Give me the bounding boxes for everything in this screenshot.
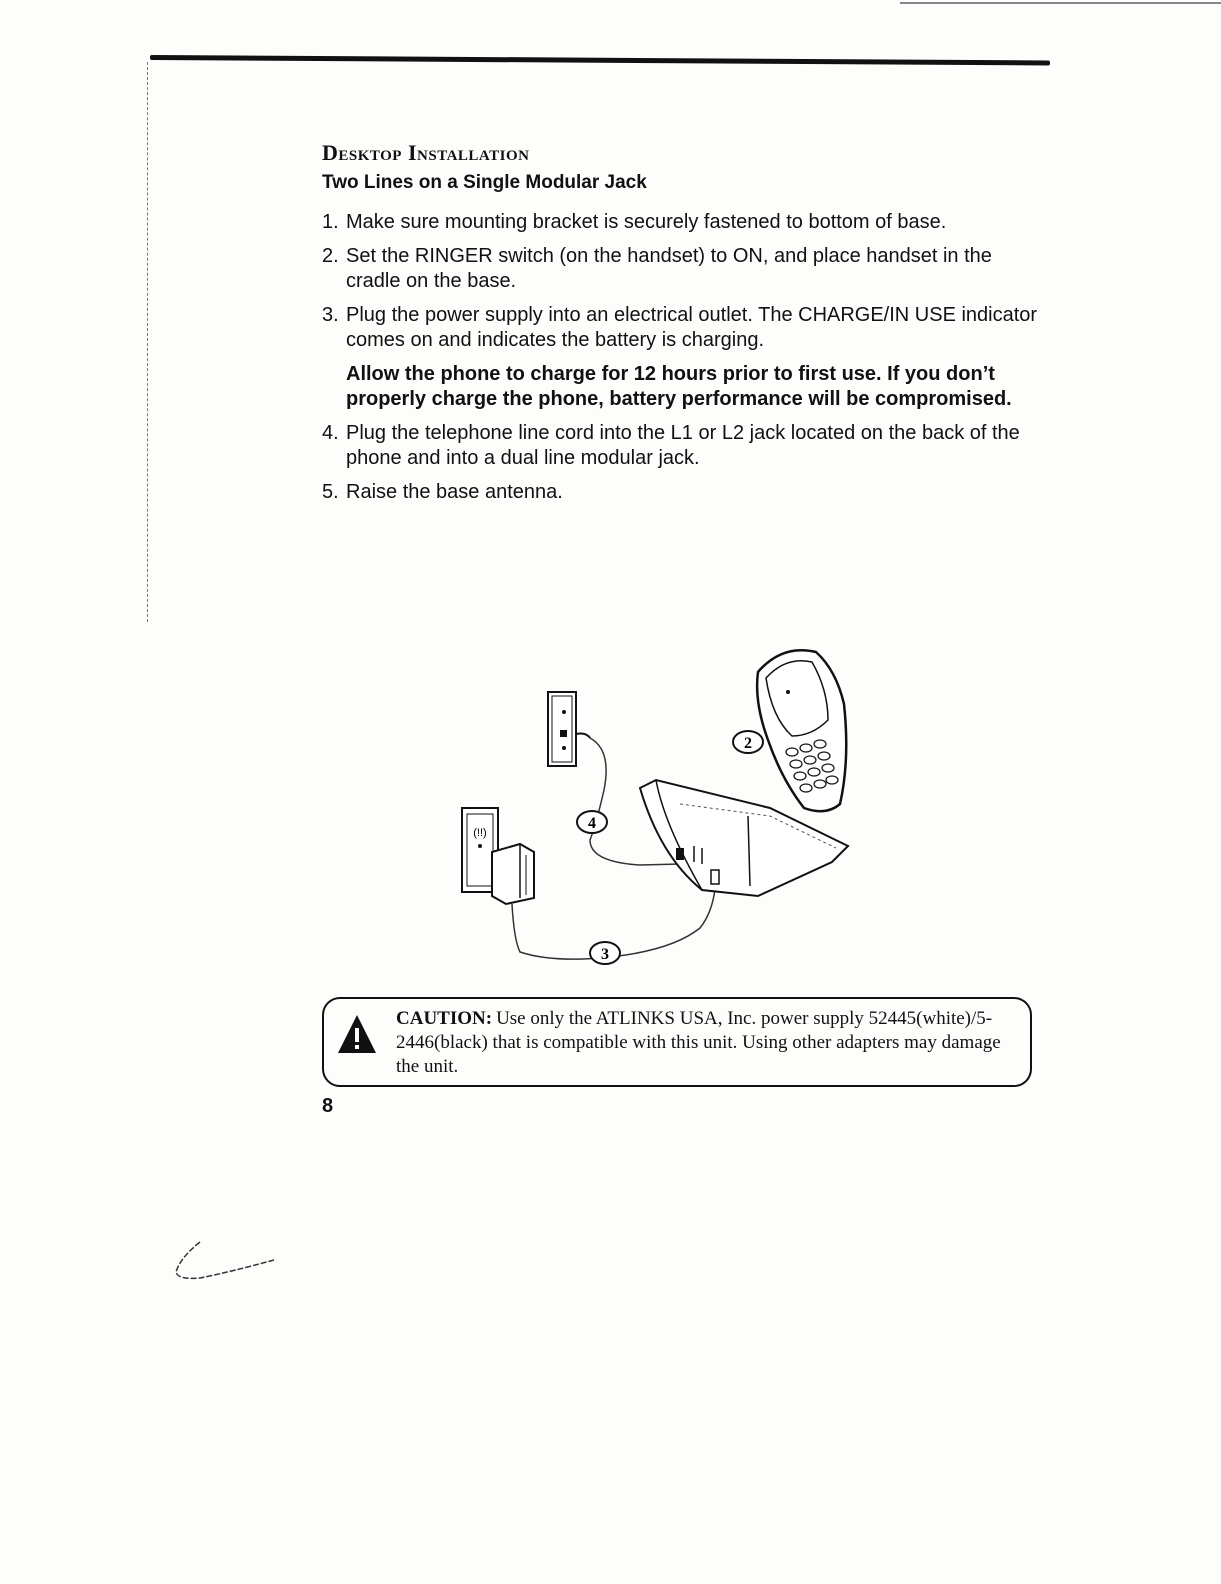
caution-message xyxy=(396,1007,1016,1079)
list-item xyxy=(322,303,1042,412)
top-scan-line xyxy=(900,2,1221,4)
instructions-section xyxy=(322,140,1042,514)
step-number: 2. xyxy=(322,245,339,267)
page-left-edge xyxy=(147,62,148,622)
subsection-title: Two Lines on a Single Modular Jack xyxy=(322,172,647,193)
step-text: Raise the base antenna. xyxy=(346,481,563,503)
caution-label: CAUTION: xyxy=(396,1008,493,1029)
step-number: 5. xyxy=(322,481,339,503)
callout-2-label: 2 xyxy=(744,735,752,752)
step-text: Plug the telephone line cord into the L1 or L2 jack located on the back of the phone and into a dual line modular jack. xyxy=(346,422,1020,469)
svg-text:(!!): (!!) xyxy=(473,827,487,839)
caution-text: Use only the ATLINKS USA, Inc. power supply 52445(white)/5-2446(black) that is compatible with this unit. Using other adapters may damage the unit. xyxy=(396,1008,1001,1077)
callout-4 xyxy=(577,811,607,833)
list-item xyxy=(322,480,1042,505)
step-text: Make sure mounting bracket is securely fastened to bottom of base. xyxy=(346,211,947,233)
wall-phone-jack xyxy=(548,692,590,766)
list-item xyxy=(322,244,1042,294)
power-adapter xyxy=(492,844,534,904)
steps-list xyxy=(322,210,1042,505)
step-number: 3. xyxy=(322,304,339,326)
callout-3 xyxy=(590,942,620,964)
page-number: 8 xyxy=(322,1095,334,1117)
callout-2 xyxy=(733,731,763,753)
callout-4-label: 4 xyxy=(588,815,596,832)
page-top-rule xyxy=(150,55,1050,65)
caution-box xyxy=(322,997,1032,1087)
list-item xyxy=(322,210,1042,235)
charge-warning-note: Allow the phone to charge for 12 hours prior to first use. If you don’t properly charge the phone, battery performance will be compromised. xyxy=(346,363,1012,410)
installation-illustration xyxy=(440,640,870,980)
step-number: 1. xyxy=(322,211,339,233)
list-item xyxy=(322,421,1042,471)
warning-triangle-icon xyxy=(336,1013,378,1055)
cordless-handset xyxy=(757,650,846,811)
pen-mark xyxy=(170,1238,280,1288)
step-text: Set the RINGER switch (on the handset) to ON, and place handset in the cradle on the base. xyxy=(346,245,992,292)
section-title: Desktop Installation xyxy=(322,140,530,165)
callout-3-label: 3 xyxy=(601,946,609,963)
step-text: Plug the power supply into an electrical outlet. The CHARGE/IN USE indicator comes on and indicates the battery is charging. xyxy=(346,304,1038,351)
step-number: 4. xyxy=(322,422,339,444)
